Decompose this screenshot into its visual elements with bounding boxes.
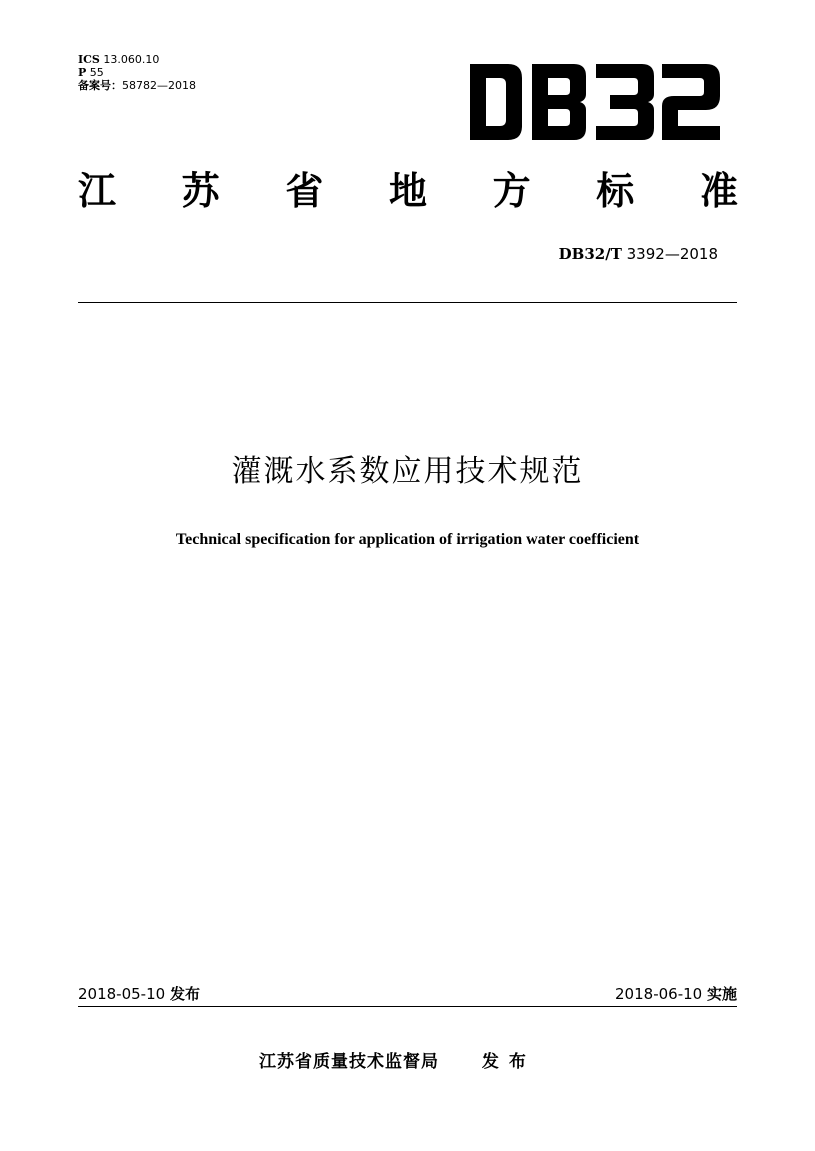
document-metadata <box>78 53 196 92</box>
title-char: 省 <box>285 169 324 213</box>
issue-date <box>78 983 200 1004</box>
ics-label: ICS <box>78 53 100 66</box>
db32-logo-graphic <box>470 64 720 140</box>
effective-date-value: 2018-06-10 <box>615 985 703 1003</box>
ics-row <box>78 53 196 66</box>
publisher-name: 江苏省质量技术监督局 <box>259 1052 439 1072</box>
ics-value: 13.060.10 <box>103 53 160 66</box>
document-title-english: Technical specification for application of irrigation water coefficient <box>175 531 640 548</box>
filing-label: 备案号： <box>78 79 122 92</box>
filing-value: 58782—2018 <box>122 79 196 92</box>
classification-label: P <box>78 66 87 79</box>
title-char: 标 <box>596 169 635 213</box>
header-divider <box>78 302 737 303</box>
title-char: 方 <box>492 169 531 213</box>
db32-logo <box>470 64 720 140</box>
classification-row <box>78 66 196 79</box>
publisher <box>259 1047 536 1072</box>
filing-row <box>78 79 196 92</box>
title-char: 地 <box>388 169 427 213</box>
footer-divider <box>78 1006 737 1007</box>
effective-date <box>615 983 737 1004</box>
standard-code-prefix: DB32/T <box>558 245 622 263</box>
issue-date-label: 发布 <box>169 985 200 1003</box>
issue-date-value: 2018-05-10 <box>78 985 166 1003</box>
local-standard-title <box>78 166 738 216</box>
publisher-action: 发布 <box>481 1052 536 1072</box>
document-title-chinese: 灌溉水系数应用技术规范 <box>231 454 584 489</box>
classification-value: 55 <box>89 66 104 79</box>
title-char: 准 <box>699 169 738 213</box>
standard-code-number: 3392—2018 <box>626 245 718 263</box>
title-char: 苏 <box>181 169 220 213</box>
standard-code <box>559 245 718 263</box>
effective-date-label: 实施 <box>706 985 737 1003</box>
title-char: 江 <box>78 169 117 213</box>
